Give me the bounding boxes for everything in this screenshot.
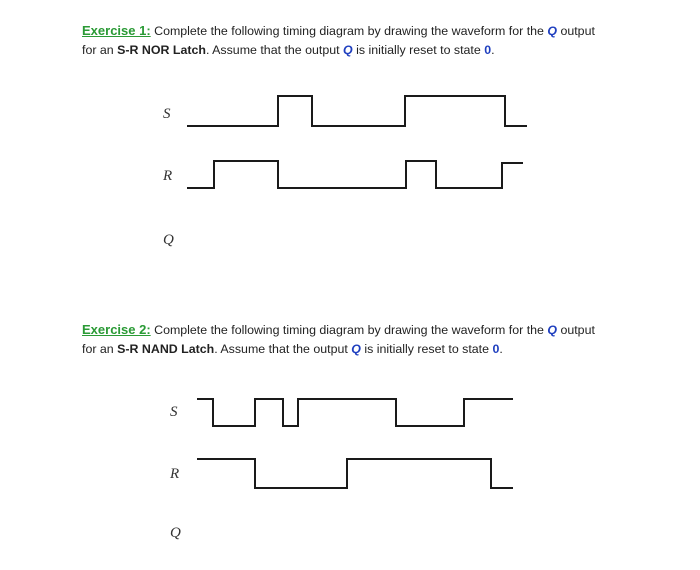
exercise-2-line-2-pre: for an [82, 342, 118, 356]
exercise-1-intro: Complete the following timing diagram by drawing the waveform for the [150, 24, 548, 38]
exercise-1-r-label: R [163, 168, 173, 184]
exercise-2-s-label: S [170, 404, 178, 420]
exercise-2-s-waveform [197, 399, 513, 426]
exercise-2-line-2-post: is initially reset to state [360, 342, 493, 356]
exercise-2-heading: Exercise 2: [82, 322, 151, 337]
exercise-2-q-label: Q [170, 525, 181, 541]
exercise-2-intro: Complete the following timing diagram by drawing the waveform for the [150, 323, 548, 337]
exercise-1-period: . [491, 43, 495, 57]
exercise-1-line-2-mid: . Assume that the output [205, 43, 344, 57]
exercise-2-q-symbol: Q [547, 323, 558, 337]
exercise-2-latch-name: S-R NAND Latch [117, 342, 215, 356]
exercise-1-after-q: output [557, 24, 595, 38]
exercise-2-r-label: R [170, 466, 180, 482]
exercise-1-s-waveform [187, 96, 527, 126]
exercise-1-latch-name: S-R NOR Latch [117, 43, 206, 57]
exercise-1-line-2-post: is initially reset to state [352, 43, 485, 57]
exercise-2-period: . [499, 342, 503, 356]
exercise-1-s-label: S [163, 106, 171, 122]
exercise-1-line-2-q: Q [343, 43, 353, 57]
exercise-1-heading: Exercise 1: [82, 23, 151, 38]
exercise-1-q-label: Q [163, 232, 174, 248]
exercise-2-timing-diagram [169, 399, 513, 541]
exercise-2-line-2-q: Q [351, 342, 361, 356]
exercise-2-after-q: output [557, 323, 595, 337]
exercise-1-timing-diagram [162, 96, 527, 248]
exercise-1-line-2-pre: for an [82, 43, 118, 57]
exercise-2-initial-state: 0 [492, 342, 500, 356]
exercise-1-q-symbol: Q [547, 24, 558, 38]
exercise-1-initial-state: 0 [484, 43, 492, 57]
exercise-2-line-2-mid: . Assume that the output [214, 342, 352, 356]
exercise-2-r-waveform [197, 459, 513, 488]
exercise-1-r-waveform [187, 161, 523, 188]
